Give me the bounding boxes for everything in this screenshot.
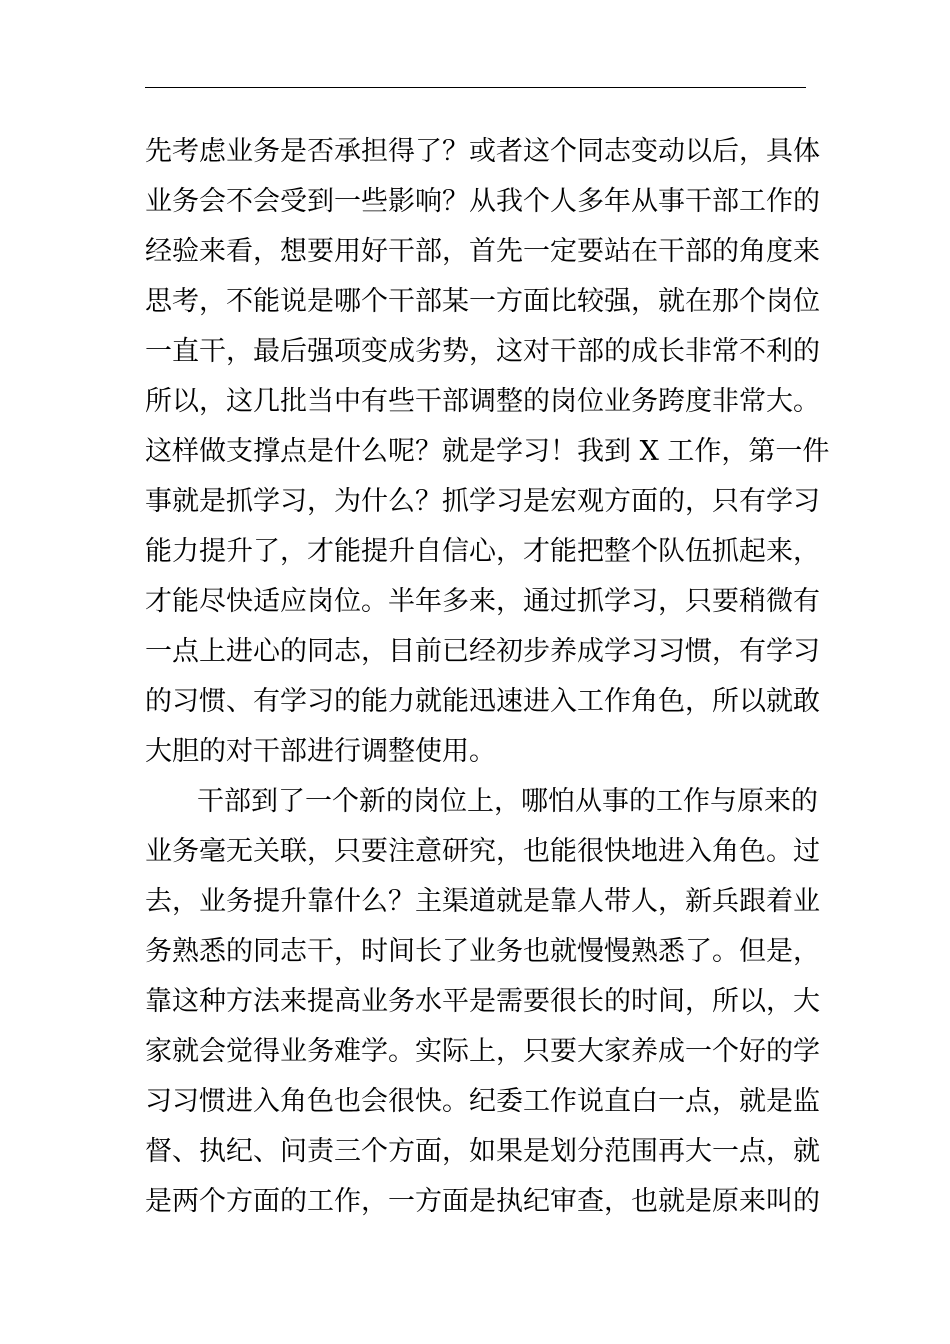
paragraph-line: 靠这种方法来提高业务水平是需要很长的时间，所以，大 <box>145 986 820 1017</box>
paragraph-first-line: 干部到了一个新的岗位上，哪怕从事的工作与原来的 <box>197 786 818 817</box>
paragraph-line: 思考，不能说是哪个干部某一方面比较强，就在那个岗位 <box>145 286 820 317</box>
paragraph-line: 是两个方面的工作，一方面是执纪审查，也就是原来叫的 <box>145 1186 820 1217</box>
paragraph-line: 督、执纪、问责三个方面，如果是划分范围再大一点，就 <box>145 1136 820 1167</box>
paragraph-line: 家就会觉得业务难学。实际上，只要大家养成一个好的学 <box>145 1036 820 1067</box>
paragraph-line: 所以，这几批当中有些干部调整的岗位业务跨度非常大。 <box>145 386 820 417</box>
paragraph-line: 务熟悉的同志干，时间长了业务也就慢慢熟悉了。但是， <box>145 936 820 967</box>
paragraph-line: 事就是抓学习，为什么？抓学习是宏观方面的，只有学习 <box>145 486 820 517</box>
paragraph-line: 经验来看，想要用好干部，首先一定要站在干部的角度来 <box>145 236 820 267</box>
paragraph-line: 一直干，最后强项变成劣势，这对干部的成长非常不利的 <box>145 336 820 367</box>
paragraph-line: 去，业务提升靠什么？主渠道就是靠人带人，新兵跟着业 <box>145 886 820 917</box>
paragraph-line: 这样做支撑点是什么呢？就是学习！我到 X 工作，第一件 <box>145 436 830 467</box>
paragraph-line: 一点上进心的同志，目前已经初步养成学习习惯，有学习 <box>145 636 820 667</box>
paragraph-line: 习习惯进入角色也会很快。纪委工作说直白一点，就是监 <box>145 1086 820 1117</box>
paragraph-line-last: 大胆的对干部进行调整使用。 <box>145 736 496 767</box>
paragraph-line: 能力提升了，才能提升自信心，才能把整个队伍抓起来， <box>145 536 820 567</box>
paragraph-line: 先考虑业务是否承担得了？或者这个同志变动以后，具体 <box>145 136 820 167</box>
paragraph-line: 业务会不会受到一些影响？从我个人多年从事干部工作的 <box>145 186 820 217</box>
paragraph-line: 才能尽快适应岗位。半年多来，通过抓学习，只要稍微有 <box>145 586 820 617</box>
paragraph-line: 业务毫无关联，只要注意研究，也能很快地进入角色。过 <box>145 836 820 867</box>
paragraph-line: 的习惯、有学习的能力就能迅速进入工作角色，所以就敢 <box>145 686 820 717</box>
